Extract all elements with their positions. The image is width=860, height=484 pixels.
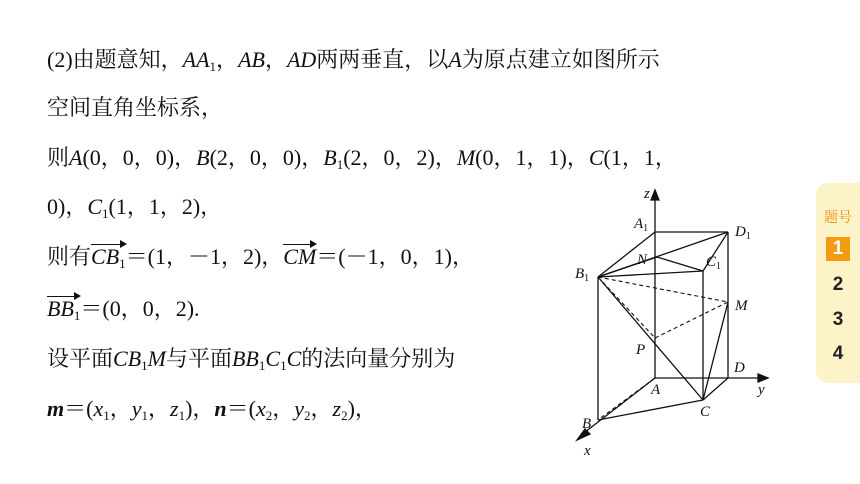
subscript: 1 — [103, 408, 110, 423]
label-x: x — [584, 443, 591, 459]
text: ＝(1，－1，2)， — [125, 244, 284, 269]
subscript: 1 — [141, 408, 148, 423]
label-b: B — [582, 416, 592, 432]
var: x — [255, 396, 266, 421]
edge-c-d — [703, 378, 728, 400]
subscript: 1 — [258, 358, 266, 373]
text: 0)， — [47, 194, 88, 219]
label-p: P — [636, 342, 646, 358]
var: A — [448, 47, 462, 72]
text: ＝( — [226, 396, 256, 421]
label-m: M — [735, 298, 748, 314]
text: (2，0，0)， — [209, 145, 324, 170]
subscript: 1 — [102, 206, 109, 221]
label-a: A — [651, 382, 661, 398]
subscript: 1 — [209, 59, 217, 74]
var: C — [87, 194, 103, 219]
text: (1，1，2)， — [108, 194, 223, 219]
text-line-7 — [47, 344, 455, 381]
subscript: 1 — [280, 358, 287, 373]
subscript: 2 — [304, 408, 311, 423]
question-nav — [816, 183, 860, 383]
var: z — [170, 396, 179, 421]
label-a1: $A_1$ — [634, 216, 649, 234]
text: 为原点建立如图所示 — [461, 47, 660, 72]
text: ＝( — [64, 396, 94, 421]
edge-n-c1 — [657, 257, 703, 271]
text-line-3 — [47, 143, 677, 180]
text: (0，1，1)， — [475, 145, 589, 170]
text: ， — [310, 396, 333, 421]
var: AA — [182, 47, 210, 72]
label-n: N — [637, 252, 648, 268]
text: (2，0，2)， — [343, 145, 457, 170]
text: ， — [272, 396, 295, 421]
text: ， — [264, 47, 287, 72]
vector-cb1: $CB_1$ — [91, 242, 126, 279]
var: x — [93, 396, 104, 421]
text: )， — [347, 396, 377, 421]
text: (2)由题意知， — [47, 47, 183, 72]
label-z: z — [644, 186, 650, 202]
text-line-8 — [47, 394, 377, 431]
var: BB — [231, 346, 259, 371]
label-d1: $D_1$ — [735, 224, 751, 242]
text: ， — [109, 396, 132, 421]
var: C — [286, 346, 302, 371]
prism-figure — [560, 178, 790, 463]
nav-item-3[interactable]: 3 — [832, 309, 844, 330]
subscript: 2 — [265, 408, 273, 423]
vector-bb1: $BB_1$ — [47, 294, 80, 331]
var: C — [588, 145, 604, 170]
nav-item-4[interactable]: 4 — [832, 343, 844, 364]
label-c: C — [700, 404, 711, 420]
text: 设平面 — [47, 346, 114, 371]
var: M — [456, 145, 476, 170]
var: B — [196, 145, 210, 170]
label-c1: $C_1$ — [706, 254, 722, 272]
text: 空间直角坐标系， — [47, 95, 224, 120]
var: y — [131, 396, 142, 421]
text: (0，0，0)， — [82, 145, 197, 170]
text-line-6 — [47, 294, 200, 331]
vector-cm: CM — [283, 242, 316, 272]
var: m — [47, 396, 65, 421]
subscript: 2 — [341, 408, 348, 423]
text-line-1 — [47, 45, 660, 82]
var: M — [147, 346, 166, 371]
label-y: y — [758, 382, 765, 398]
label-d: D — [734, 360, 745, 376]
subscript: 1 — [336, 157, 344, 172]
text-line-4 — [47, 192, 222, 229]
edge-c-m — [703, 302, 728, 400]
text-line-5 — [47, 242, 474, 279]
dash-a-b — [598, 378, 655, 420]
nav-item-1[interactable]: 1 — [826, 237, 850, 261]
text-line-2 — [47, 93, 223, 123]
var: AB — [238, 47, 265, 72]
var: n — [214, 396, 227, 421]
text: (1，1， — [603, 145, 677, 170]
text: ＝(－1，0，1)， — [316, 244, 474, 269]
text: 则 — [47, 145, 70, 170]
label-b1: $B_1$ — [575, 266, 590, 284]
text: 两两垂直，以 — [316, 47, 449, 72]
z-arrow — [651, 190, 659, 200]
var: z — [332, 396, 342, 421]
var: y — [294, 396, 305, 421]
var: AD — [286, 47, 317, 72]
text: 的法向量分别为 — [301, 346, 456, 371]
text: ， — [216, 47, 239, 72]
subscript: 1 — [141, 358, 148, 373]
var: CB — [113, 346, 142, 371]
nav-title: 题号 — [824, 209, 852, 225]
var: B — [323, 145, 337, 170]
dash-p-m — [655, 302, 728, 338]
subscript: 1 — [178, 408, 186, 423]
y-arrow — [758, 374, 768, 382]
nav-item-2[interactable]: 2 — [832, 274, 844, 295]
text: )， — [185, 396, 215, 421]
text: 则有 — [47, 244, 92, 269]
var: A — [69, 145, 83, 170]
text: ， — [148, 396, 171, 421]
text: ＝(0，0，2). — [80, 296, 200, 321]
text: 与平面 — [165, 346, 232, 371]
var: C — [265, 346, 281, 371]
